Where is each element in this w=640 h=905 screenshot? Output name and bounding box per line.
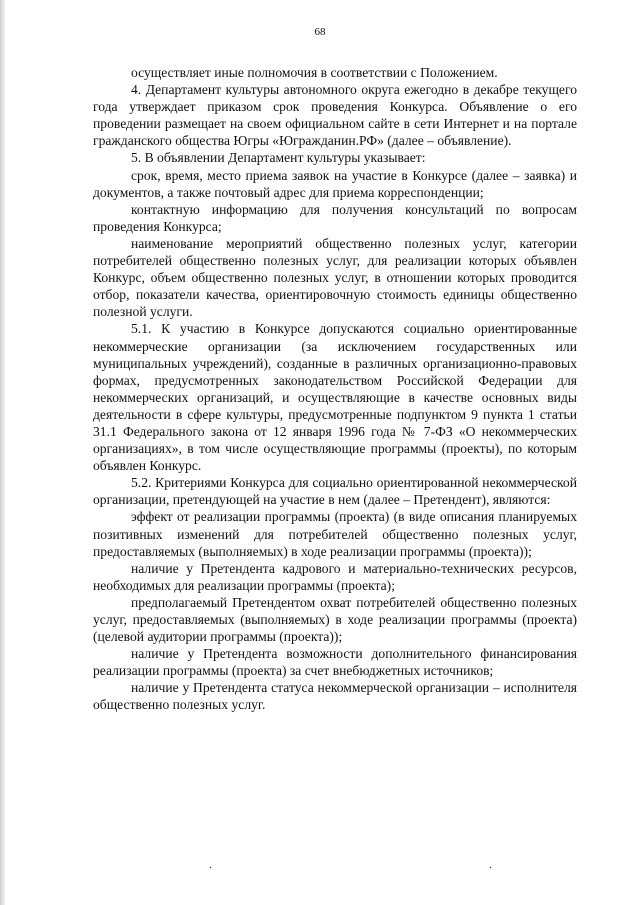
paragraph: контактную информацию для получения консультаций по вопросам проведения Конкурса; (93, 201, 577, 234)
paragraph: 4. Департамент культуры автономного округа ежегодно в декабре текущего года утверждает приказом срок проведения Конкурса. Объявление о его проведении размещает на своем официальном сайте в сети Интернет и на портале гражданского общества Югры «Югражданин.РФ» (далее – объявление). (93, 82, 577, 149)
paragraph: наличие у Претендента кадрового и материально-технических ресурсов, необходимых для реализации программы (проекта); (93, 560, 577, 593)
scan-speck: . (489, 857, 492, 871)
paragraph: 5. В объявлении Департамент культуры указывает: (131, 150, 426, 166)
paragraph: эффект от реализации программы (проекта) (в виде описания планируемых позитивных изменений для потребителей общественно полезных услуг, предоставляемых (выполняемых) в ходе реализации программы (проекта)); (93, 509, 577, 559)
document-body (93, 64, 577, 714)
scan-edge (0, 0, 5, 905)
scan-speck: . (209, 857, 212, 871)
paragraph: осуществляет иные полномочия в соответствии с Положением. (131, 65, 498, 80)
paragraph: наличие у Претендента возможности дополнительного финансирования реализации программы (проекта) за счет внебюджетных источников; (93, 646, 577, 679)
paragraph: наличие у Претендента статуса некоммерческой организации – исполнителя общественно полезных услуг. (93, 680, 577, 713)
paragraph: 5.1. К участию в Конкурсе допускаются социально ориентированные некоммерческие организации (за исключением государственных или муниципальных учреждений), созданные в различных организационно-правовых формах, предусмотренных законодательством Российской Федерации для некоммерческих организаций, и осуществляющие в качестве основных виды деятельности в сфере культуры, предусмотренные подпунктом 9 пункта 1 статьи 31.1 Федерального закона от 12 января 1996 года № 7-ФЗ «О некоммерческих организациях», в том числе осуществляющие программы (проекты), по которым объявлен Конкурс. (93, 321, 577, 474)
paragraph: наименование мероприятий общественно полезных услуг, категории потребителей общественно полезных услуг, для реализации которых объявлен Конкурс, объем общественно полезных услуг, в отношении которых проводится отбор, показатели качества, ориентировочную стоимость единицы общественно полезной услуги. (93, 235, 577, 320)
paragraph: срок, время, место приема заявок на участие в Конкурсе (далее – заявка) и документов, а также почтовый адрес для приема корреспонденции; (93, 167, 577, 200)
paragraph: предполагаемый Претендентом охват потребителей общественно полезных услуг, предоставляемых (выполняемых) в ходе реализации программы (проекта) (целевой аудитории программы (проекта)); (93, 594, 577, 645)
paragraph: 5.2. Критериями Конкурса для социально ориентированной некоммерческой организации, претендующей на участие в нем (далее – Претендент), являются: (93, 475, 577, 508)
page-number: 68 (314, 26, 326, 38)
